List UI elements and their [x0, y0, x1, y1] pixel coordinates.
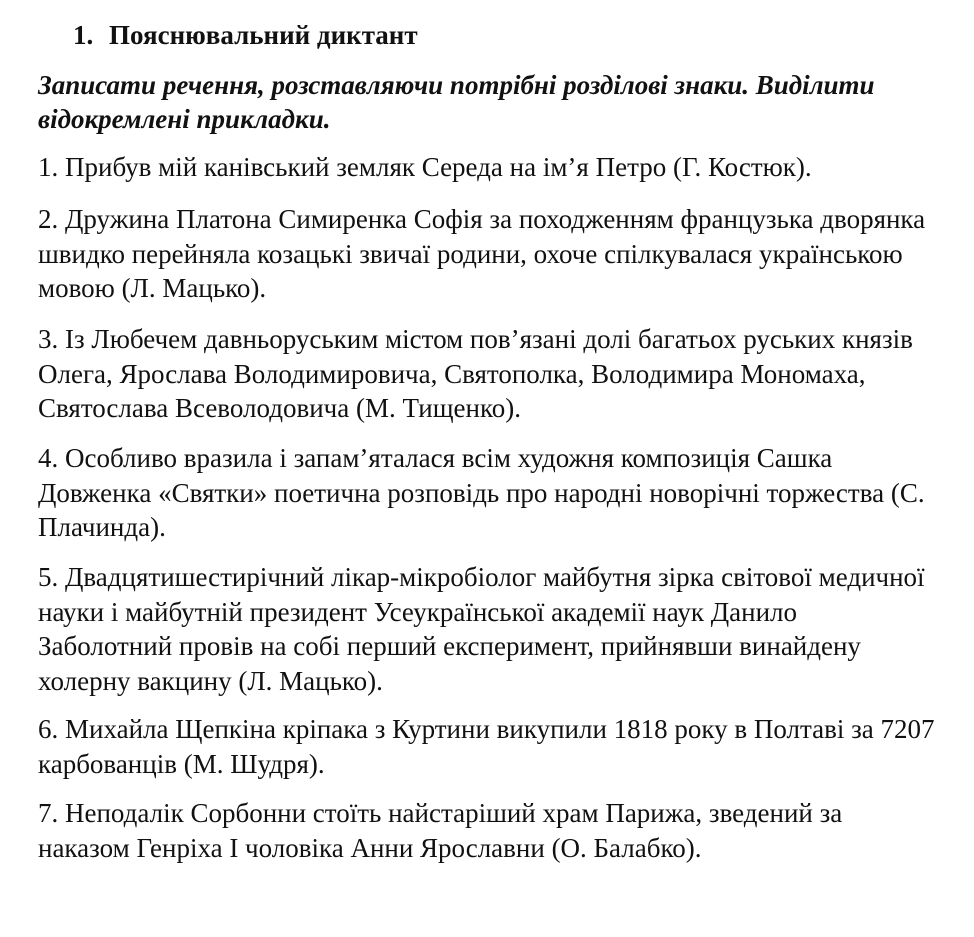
sentence-4 [38, 441, 968, 545]
sentence-line: 1. Прибув мій канівський земляк Середа на ім’я Петро (Г. Костюк). [38, 152, 812, 182]
sentence-line: мовою (Л. Мацько). [38, 273, 267, 303]
sentence-6 [38, 712, 968, 781]
exercise-number: 1. [73, 20, 94, 50]
instruction-line: відокремлені прикладки. [38, 104, 331, 134]
sentence-line: холерну вакцину (Л. Мацько). [38, 665, 383, 696]
exercise-heading [73, 18, 418, 52]
sentence-line: науки і майбутній президент Усеукраїнської академії наук Данило [38, 596, 798, 627]
sentence-line: Довженка «Святки» поетична розповідь про народні новорічні торжества (С. [38, 477, 925, 508]
sentence-line: Святослава Всеволодовича (М. Тищенко). [38, 393, 521, 423]
sentence-2 [38, 202, 968, 306]
exercise-instruction [38, 68, 958, 136]
sentence-line: 7. Неподалік Сорбонни стоїть найстаріший храм Парижа, зведений за [38, 798, 843, 828]
sentence-7 [38, 796, 968, 865]
sentence-line: 4. Особливо вразила і запам’яталася всім художня композиція Сашка [38, 443, 833, 473]
sentence-line: 5. Двадцятишестирічний лікар-мікробіолог майбутня зірка світової медичної [38, 562, 925, 592]
sentence-3 [38, 322, 968, 426]
instruction-line: Записати речення, розставляючи потрібні розділові знаки. Виділити [38, 70, 875, 100]
sentence-5 [38, 560, 968, 698]
sentence-line: Плачинда). [38, 512, 166, 542]
sentence-line: 2. Дружина Платона Симиренка Софія за походженням французька дворянка [38, 204, 926, 234]
sentence-line: карбованців (М. Шудря). [38, 748, 325, 779]
sentence-line: Олега, Ярослава Володимировича, Святополка, Володимира Мономаха, [38, 358, 866, 389]
exercise-title: Пояснювальний диктант [109, 20, 418, 50]
sentence-line: швидко перейняла козацькі звичаї родини, охоче спілкувалася українською [38, 238, 903, 269]
sentence-line: 3. Із Любечем давньоруським містом пов’язані долі багатьох руських князів [38, 324, 913, 354]
sentence-line: 6. Михайла Щепкіна кріпака з Куртини викупили 1818 року в Полтаві за 7207 [38, 714, 935, 744]
sentence-1 [38, 150, 968, 185]
sentence-line: наказом Генріха І чоловіка Анни Ярославни (О. Балабко). [38, 832, 702, 863]
sentence-line: Заболотний провів на собі перший експеримент, прийнявши винайдену [38, 631, 861, 661]
